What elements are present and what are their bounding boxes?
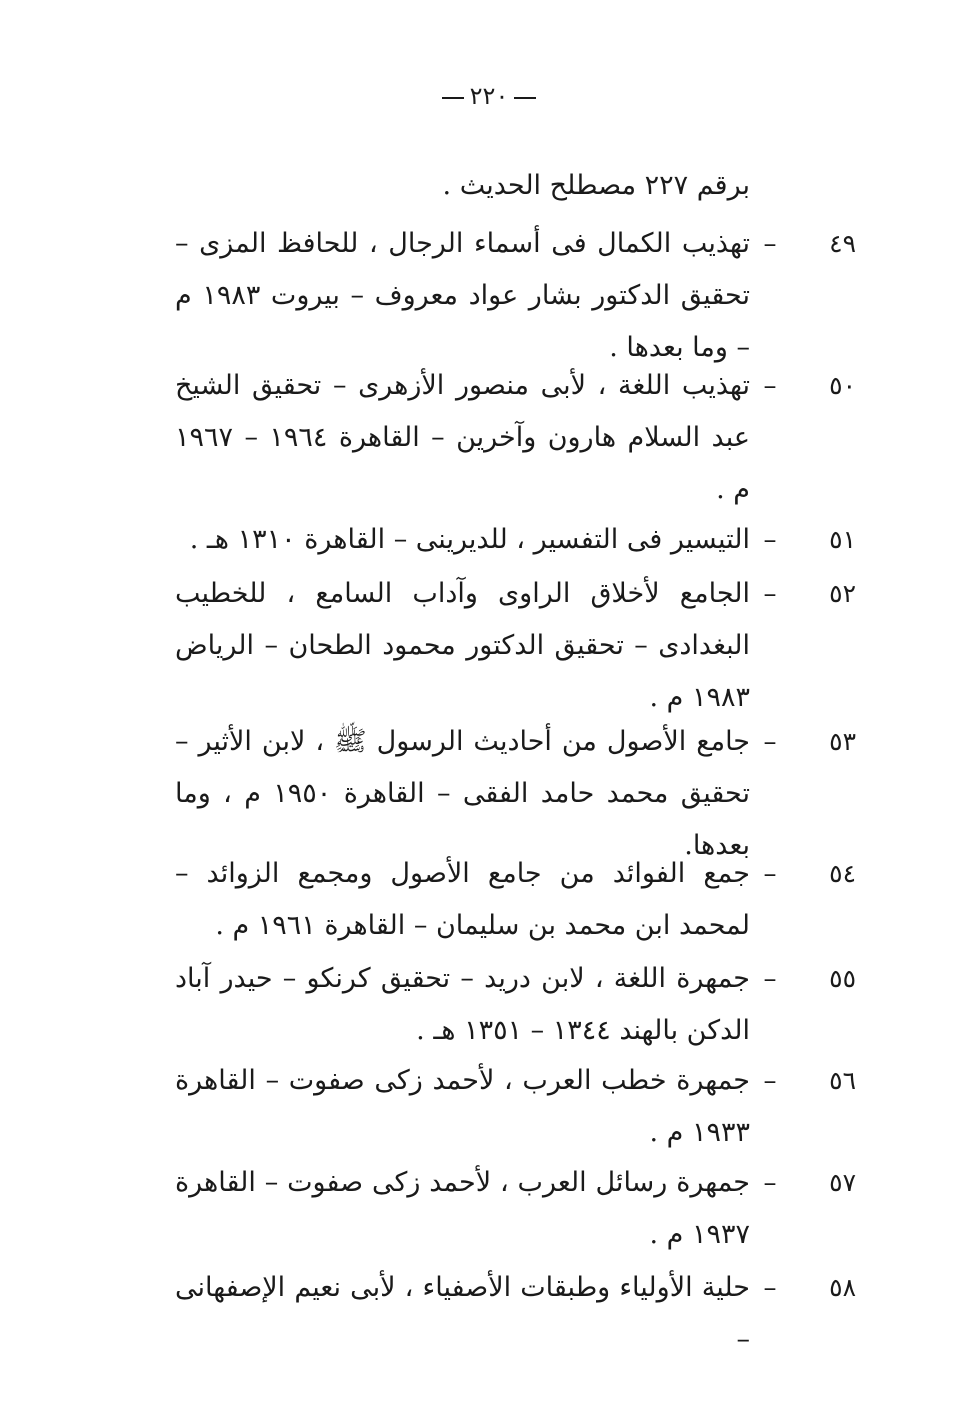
entry-number: ٥٣: [829, 727, 856, 756]
entry-number: ٤٩: [829, 229, 856, 258]
page-number: [0, 82, 978, 110]
entry-text: جمع الفوائد من جامع الأصول ومجمع الزوائد – لمحمد ابن محمد بن سليمان – القاهرة ١٩٦١ م .: [175, 858, 750, 941]
entry-text: جامع الأصول من أحاديث الرسول ﷺ ، لابن الأثير – تحقيق محمد حامد الفقى – القاهرة ١٩٥٠ م ، وما بعدها.: [175, 726, 751, 861]
entry-dash: –: [763, 229, 777, 259]
entry-number: ٥٤: [829, 859, 856, 888]
entry-text: جمهرة خطب العرب ، لأحمد زكى صفوت – القاهرة ١٩٣٣ م .: [175, 1065, 750, 1148]
entry-text: جمهرة اللغة ، لابن دريد – تحقيق كرنكو – حيدر آباد الدكن بالهند ١٣٤٤ – ١٣٥١ هـ .: [175, 963, 750, 1046]
page-number-right-dash: [514, 97, 536, 99]
entry-number: ٥٢: [829, 579, 856, 608]
entry-number: ٥٨: [829, 1273, 856, 1302]
entry-text: الجامع لأخلاق الراوى وآداب السامع ، للخطيب البغدادى – تحقيق الدكتور محمود الطحان – الرياض ١٩٨٣ م .: [175, 578, 750, 713]
entry-dash: –: [763, 1168, 777, 1198]
entry-dash: –: [763, 1066, 777, 1096]
page-number-left-dash: [442, 97, 464, 99]
entry-text: جمهرة رسائل العرب ، لأحمد زكى صفوت – القاهرة ١٩٣٧ م .: [175, 1167, 750, 1250]
entry-number: ٥٧: [829, 1168, 856, 1197]
entry-number: ٥١: [829, 525, 856, 554]
entry-dash: –: [763, 371, 777, 401]
entry-dash: –: [763, 525, 777, 555]
entry-number: ٥٥: [829, 964, 856, 993]
entry-text: حلية الأولياء وطبقات الأصفياء ، لأبى نعيم الإصفهانى –: [175, 1272, 750, 1355]
entry-dash: –: [763, 964, 777, 994]
entry-text: تهذيب اللغة ، لأبى منصور الأزهرى – تحقيق الشيخ عبد السلام هارون وآخرين – القاهرة ١٩٦٤ – ١٩٦٧ م .: [175, 370, 750, 505]
continuation-line: برقم ٢٢٧ مصطلح الحديث .: [442, 170, 750, 201]
entry-dash: –: [763, 727, 777, 757]
entry-dash: –: [763, 579, 777, 609]
entry-dash: –: [763, 859, 777, 889]
entry-number: ٥٦: [829, 1066, 856, 1095]
page-number-value: ٢٢٠: [469, 82, 509, 110]
entry-dash: –: [763, 1273, 777, 1303]
entry-text: تهذيب الكمال فى أسماء الرجال ، للحافظ المزى – تحقيق الدكتور بشار عواد معروف – بيروت ١٩٨٣ م – وما بعدها .: [175, 228, 750, 363]
entry-number: ٥٠: [829, 371, 856, 400]
entry-text: التيسير فى التفسير ، للديرينى – القاهرة ١٣١٠ هـ .: [189, 524, 750, 555]
